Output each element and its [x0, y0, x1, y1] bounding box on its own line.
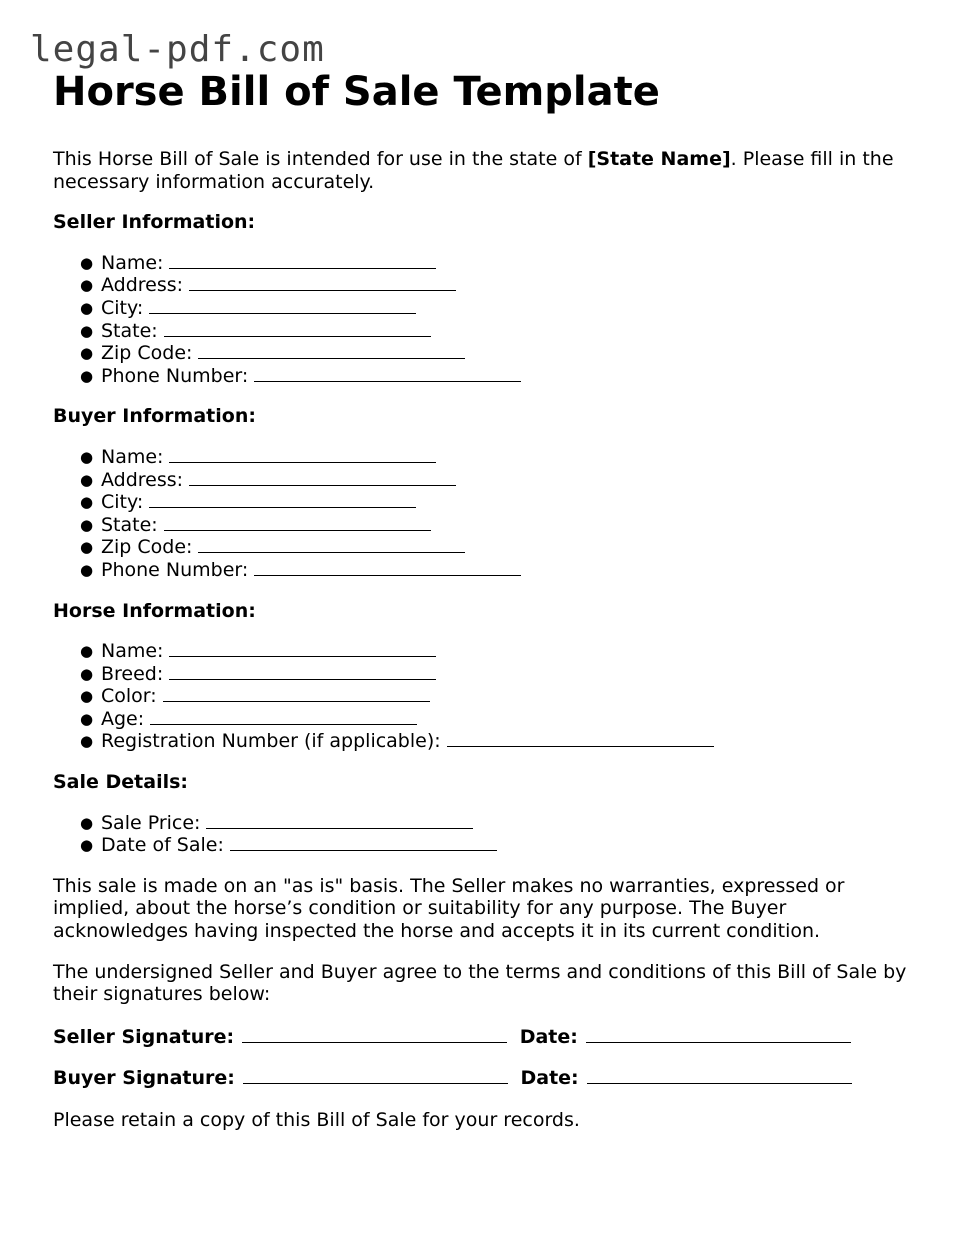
blank-line [447, 731, 714, 747]
sale-price-field: ● Sale Price: [101, 812, 923, 835]
blank-line [169, 447, 436, 463]
horse-section-title: Horse Information: [53, 599, 256, 622]
seller-section-title: Seller Information: [53, 211, 256, 234]
bullet-icon: ● [80, 493, 94, 512]
buyer-city-field: ● City: [101, 491, 923, 514]
bullet-icon: ● [80, 366, 94, 385]
seller-state-field: ● State: [101, 320, 923, 343]
bullet-icon: ● [80, 515, 94, 534]
bullet-icon: ● [80, 813, 94, 832]
bullet-icon: ● [80, 344, 94, 363]
watermark: legal-pdf.com [30, 29, 325, 70]
bullet-icon: ● [80, 687, 94, 706]
seller-name-field: ● Name: [101, 252, 923, 275]
bullet-icon: ● [80, 447, 94, 466]
blank-line [169, 664, 436, 680]
horse-name-field: ● Name: [101, 640, 923, 663]
bullet-icon: ● [80, 642, 94, 661]
buyer-section-title: Buyer Information: [53, 405, 256, 428]
document-page [53, 70, 923, 1150]
signature-line [242, 1027, 507, 1043]
bullet-icon: ● [80, 560, 94, 579]
blank-line [149, 298, 416, 314]
seller-address-field: ● Address: [101, 274, 923, 297]
blank-line [169, 253, 436, 269]
blank-line [198, 537, 465, 553]
bullet-icon: ● [80, 298, 94, 317]
date-line [586, 1027, 851, 1043]
buyer-address-field: ● Address: [101, 469, 923, 492]
sale-section-title: Sale Details: [53, 771, 189, 794]
bullet-icon: ● [80, 470, 94, 489]
state-name-placeholder: [State Name] [587, 148, 731, 170]
bullet-icon: ● [80, 253, 94, 272]
blank-line [198, 343, 465, 359]
horse-color-field: ● Color: [101, 685, 923, 708]
intro-paragraph [53, 148, 923, 193]
intro-text-after: . Please fill in the necessary information accurately. [53, 148, 894, 193]
sale-field-list [53, 812, 923, 857]
horse-breed-field: ● Breed: [101, 663, 923, 686]
page-title: Horse Bill of Sale Template [53, 69, 660, 115]
bullet-icon: ● [80, 709, 94, 728]
signature-line [243, 1068, 508, 1084]
buyer-signature-row [53, 1067, 923, 1090]
blank-line [164, 515, 431, 531]
seller-field-list [53, 252, 923, 388]
blank-line [164, 321, 431, 337]
seller-signature-label: Seller Signature: [53, 1025, 235, 1048]
bullet-icon: ● [80, 664, 94, 683]
blank-line [254, 366, 521, 382]
horse-registration-field: ● Registration Number (if applicable): [101, 730, 923, 753]
blank-line [254, 560, 521, 576]
closing-note: Please retain a copy of this Bill of Sale for your records. [53, 1109, 580, 1131]
buyer-date-label: Date: [520, 1067, 579, 1090]
bullet-icon: ● [80, 321, 94, 340]
blank-line [169, 641, 436, 657]
buyer-phone-field: ● Phone Number: [101, 559, 923, 582]
bullet-icon: ● [80, 732, 94, 751]
sale-date-field: ● Date of Sale: [101, 834, 923, 857]
horse-field-list [53, 640, 923, 753]
buyer-name-field: ● Name: [101, 446, 923, 469]
buyer-state-field: ● State: [101, 514, 923, 537]
agreement-paragraph: The undersigned Seller and Buyer agree to the terms and conditions of this Bill of Sale by their signatures below: [53, 960, 907, 1006]
blank-line [189, 470, 456, 486]
as-is-paragraph: This sale is made on an "as is" basis. The Seller makes no warranties, expressed or implied, about the horse’s condition or suitability for any purpose. The Buyer acknowledges having inspected the horse and accepts it in its current condition. [53, 874, 845, 943]
bullet-icon: ● [80, 836, 94, 855]
seller-zip-field: ● Zip Code: [101, 342, 923, 365]
seller-phone-field: ● Phone Number: [101, 365, 923, 388]
horse-age-field: ● Age: [101, 708, 923, 731]
blank-line [163, 686, 430, 702]
blank-line [230, 835, 497, 851]
seller-date-label: Date: [519, 1025, 578, 1048]
date-line [587, 1068, 852, 1084]
seller-signature-row [53, 1026, 923, 1049]
bullet-icon: ● [80, 276, 94, 295]
buyer-zip-field: ● Zip Code: [101, 536, 923, 559]
buyer-field-list [53, 446, 923, 582]
buyer-signature-label: Buyer Signature: [53, 1067, 235, 1090]
bullet-icon: ● [80, 538, 94, 557]
seller-city-field: ● City: [101, 297, 923, 320]
blank-line [189, 275, 456, 291]
intro-text-before: This Horse Bill of Sale is intended for use in the state of [53, 148, 588, 170]
blank-line [150, 709, 417, 725]
blank-line [149, 492, 416, 508]
blank-line [206, 813, 473, 829]
